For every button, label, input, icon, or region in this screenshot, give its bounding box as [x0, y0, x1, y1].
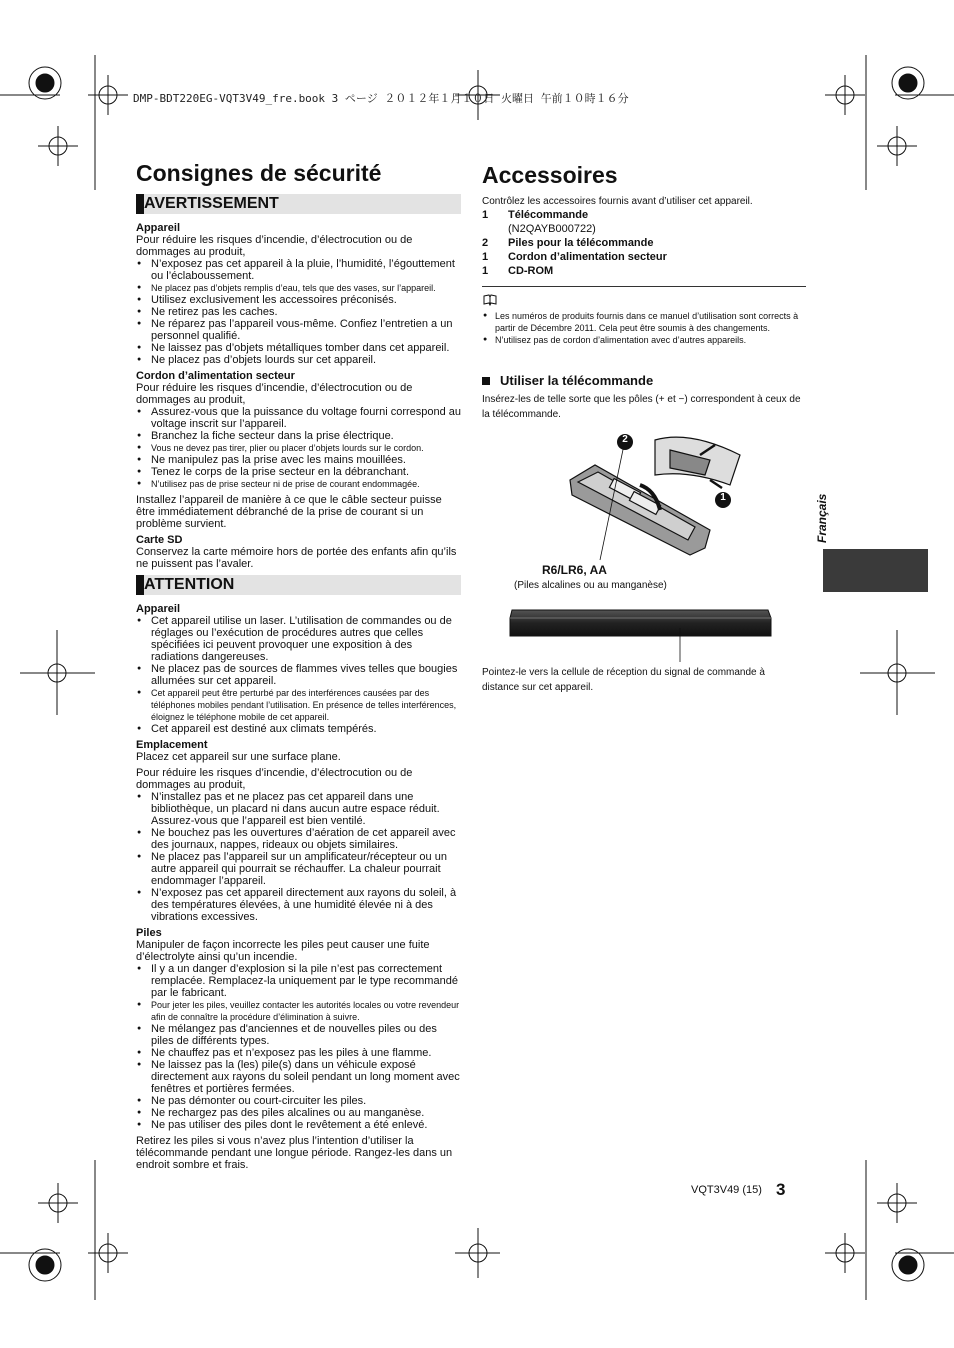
step-1-label: 1: [720, 492, 726, 503]
list-item: ● Les numéros de produits fournis dans ce manuel d’utilisation sont corrects à partir de Décembre 2011. Cela peut être soumis à des changements.: [482, 310, 802, 334]
pointing-instructions: Pointez-le vers la cellule de réception du signal de commande à distance sur cet appareil.: [482, 667, 765, 693]
accessory-name: CD-ROM: [508, 265, 554, 277]
section-divider: [482, 286, 806, 287]
language-tab: [823, 549, 928, 592]
list-item: ● Ne placez pas d’objets lourds sur cet appareil.: [136, 354, 462, 366]
list-item: ● Ne pas démonter ou court-circuiter les piles.: [136, 1095, 462, 1107]
appareil-list: [136, 258, 462, 366]
list-item: ● N’installez pas et ne placez pas cet appareil dans une bibliothèque, un placard ni dans aucun autre espace réduit. Assurez-vous que l’appareil est bien ventilé.: [136, 791, 462, 827]
list-item: ● Vous ne devez pas tirer, plier ou placer d’objets lourds sur le cordon.: [136, 442, 462, 454]
list-item: [482, 264, 667, 278]
warning-section: [136, 222, 462, 570]
cordon-intro: Pour réduire les risques d’incendie, d’électrocution ou de dommages au produit,: [136, 382, 413, 406]
player-illustration: [508, 606, 773, 664]
accessories-intro: Contrôlez les accessoires fournis avant d’utiliser cet appareil.: [482, 196, 753, 207]
print-header: DMP-BDT220EG-VQT3V49_fre.book 3 ページ ２０１２年１月１０日 火曜日 午前１０時１６分: [133, 92, 629, 105]
list-item: [482, 208, 667, 222]
page-title-safety: Consignes de sécurité: [136, 160, 382, 186]
cordon-outro: Installez l’appareil de manière à ce que le câble secteur puisse être immédiatement débranché de la prise de courant si un problème survient.: [136, 494, 442, 530]
attention-section: [136, 603, 462, 1171]
attention-band: [136, 575, 461, 595]
accessory-qty: 1: [482, 251, 489, 263]
list-item: ● Branchez la fiche secteur dans la prise électrique.: [136, 430, 462, 442]
remote-instructions: Insérez-les de telle sorte que les pôles (+ et −) correspondent à ceux de la télécommande.: [482, 394, 801, 420]
list-item: ● Ne chauffez pas et n’exposez pas les piles à une flamme.: [136, 1047, 462, 1059]
list-item: ● Il y a un danger d’explosion si la pile n’est pas correctement remplacée. Remplacez-la uniquement par le type recommandé par le fabricant.: [136, 963, 462, 999]
page-number: 3: [776, 1180, 786, 1199]
emplacement-heading: Emplacement: [136, 739, 208, 751]
notes-section: [482, 310, 802, 346]
book-icon: [483, 294, 497, 306]
battery-sublabel: (Piles alcalines ou au manganèse): [514, 580, 667, 591]
accessory-qty: 1: [482, 265, 489, 277]
appareil-heading: Appareil: [136, 222, 181, 234]
list-item: ● N’exposez pas cet appareil à la pluie, l’humidité, l’égouttement ou l’éclaboussement.: [136, 258, 462, 282]
remote-heading: [482, 373, 653, 388]
list-item: ● Ne laissez pas d’objets métalliques tomber dans cet appareil.: [136, 342, 462, 354]
list-item: ● Assurez-vous que la puissance du voltage fourni correspond au voltage inscrit sur l’appareil.: [136, 406, 462, 430]
list-item: ● Cet appareil utilise un laser. L’utilisation de commandes ou de réglages ou l’exécution de procédures autres que celles spécifiées ici peuvent provoquer une exposition à des radiations dangereuses.: [136, 615, 462, 663]
list-item: ● Utilisez exclusivement les accessoires préconisés.: [136, 294, 462, 306]
piles-intro: Manipuler de façon incorrecte les piles peut causer une fuite d’électrolyte ainsi qu’un incendie.: [136, 939, 430, 963]
accessory-qty: 2: [482, 237, 489, 249]
remote-heading-text: Utiliser la télécommande: [500, 373, 654, 388]
cordon-heading: Cordon d’alimentation secteur: [136, 370, 295, 382]
list-item: ● N’exposez pas cet appareil directement aux rayons du soleil, à des températures élevées, à une humidité élevée ni à des vibrations excessives.: [136, 887, 462, 923]
appareil2-list: [136, 615, 462, 735]
list-item: ● Ne placez pas de sources de flammes vives telles que bougies allumées sur cet appareil.: [136, 663, 462, 687]
warning-label: AVERTISSEMENT: [144, 195, 279, 212]
remote-illustration: [560, 430, 760, 565]
list-item: ● Ne retirez pas les caches.: [136, 306, 462, 318]
list-item: ● Pour jeter les piles, veuillez contacter les autorités locales ou votre revendeur afin de connaître la procédure d’élimination à suivre.: [136, 999, 462, 1023]
warning-band: [136, 194, 461, 214]
accessories-list: [482, 208, 667, 278]
cordon-list: [136, 406, 462, 490]
list-item: ● Ne réparez pas l’appareil vous-même. Confiez l’entretien a un personnel qualifié.: [136, 318, 462, 342]
piles-heading: Piles: [136, 927, 162, 939]
list-item: ● Ne manipulez pas la prise avec les mains mouillées.: [136, 454, 462, 466]
sd-heading: Carte SD: [136, 534, 183, 546]
sd-text: Conservez la carte mémoire hors de portée des enfants afin qu’ils ne puissent pas l’avaler.: [136, 546, 457, 570]
list-item: ● Ne placez pas d’objets remplis d’eau, tels que des vases, sur l’appareil.: [136, 282, 462, 294]
page-title-accessories: Accessoires: [482, 162, 618, 188]
accessory-name: Cordon d’alimentation secteur: [508, 251, 667, 263]
square-bullet-icon: [482, 377, 490, 385]
list-item: ● Ne mélangez pas d'anciennes et de nouvelles piles ou des piles de différents types.: [136, 1023, 462, 1047]
accessory-name: Télécommande: [508, 209, 589, 221]
list-item: ● Cet appareil est destiné aux climats tempérés.: [136, 723, 462, 735]
piles-outro: Retirez les piles si vous n’avez plus l’intention d’utiliser la télécommande pendant une longue période. Rangez-les dans un endroit sombre et frais.: [136, 1135, 453, 1171]
list-item: [482, 250, 667, 264]
emplacement-list: [136, 791, 462, 923]
list-item: ● Ne rechargez pas des piles alcalines ou au manganèse.: [136, 1107, 462, 1119]
list-item: ● Ne laissez pas la (les) pile(s) dans un véhicule exposé directement aux rayons du soleil pendant un long moment avec fenêtres et portières fermées.: [136, 1059, 462, 1095]
list-item: ● Tenez le corps de la prise secteur en la débranchant.: [136, 466, 462, 478]
list-item: ● N’utilisez pas de prise secteur ni de prise de courant endommagée.: [136, 478, 462, 490]
emplacement-intro: Pour réduire les risques d’incendie, d’électrocution ou de dommages au produit,: [136, 767, 413, 791]
appareil2-heading: Appareil: [136, 603, 181, 615]
list-item: ● Ne bouchez pas les ouvertures d’aération de cet appareil avec des journaux, nappes, rideaux ou objets similaires.: [136, 827, 462, 851]
language-tab-label: Français: [815, 493, 829, 543]
list-item: ● Cet appareil peut être perturbé par des interférences causées par des téléphones mobiles pendant l’utilisation. En présence de telles interférences, éloignez le téléphone mobile de cet appareil.: [136, 687, 462, 723]
list-item: ● Ne placez pas l’appareil sur un amplificateur/récepteur ou un autre appareil qui pourrait se réchauffer. La chaleur pourrait endommager l’appareil.: [136, 851, 462, 887]
emplacement-text: Placez cet appareil sur une surface plane.: [136, 751, 341, 763]
accessory-model: (N2QAYB000722): [508, 223, 596, 235]
list-item: ● Ne pas utiliser des piles dont le revêtement a été enlevé.: [136, 1119, 462, 1131]
accessory-name: Piles pour la télécommande: [508, 237, 654, 249]
attention-label: ATTENTION: [144, 576, 235, 593]
battery-label: R6/LR6, AA: [542, 563, 607, 577]
list-item: [482, 236, 667, 250]
accessory-qty: 1: [482, 209, 489, 221]
appareil-intro: Pour réduire les risques d’incendie, d’électrocution ou de dommages au produit,: [136, 234, 413, 258]
list-item: ● N’utilisez pas de cordon d’alimentation avec d’autres appareils.: [482, 334, 802, 346]
footer-code: VQT3V49 (15): [691, 1184, 762, 1196]
step-2-label: 2: [622, 434, 628, 445]
piles-list: [136, 963, 462, 1131]
